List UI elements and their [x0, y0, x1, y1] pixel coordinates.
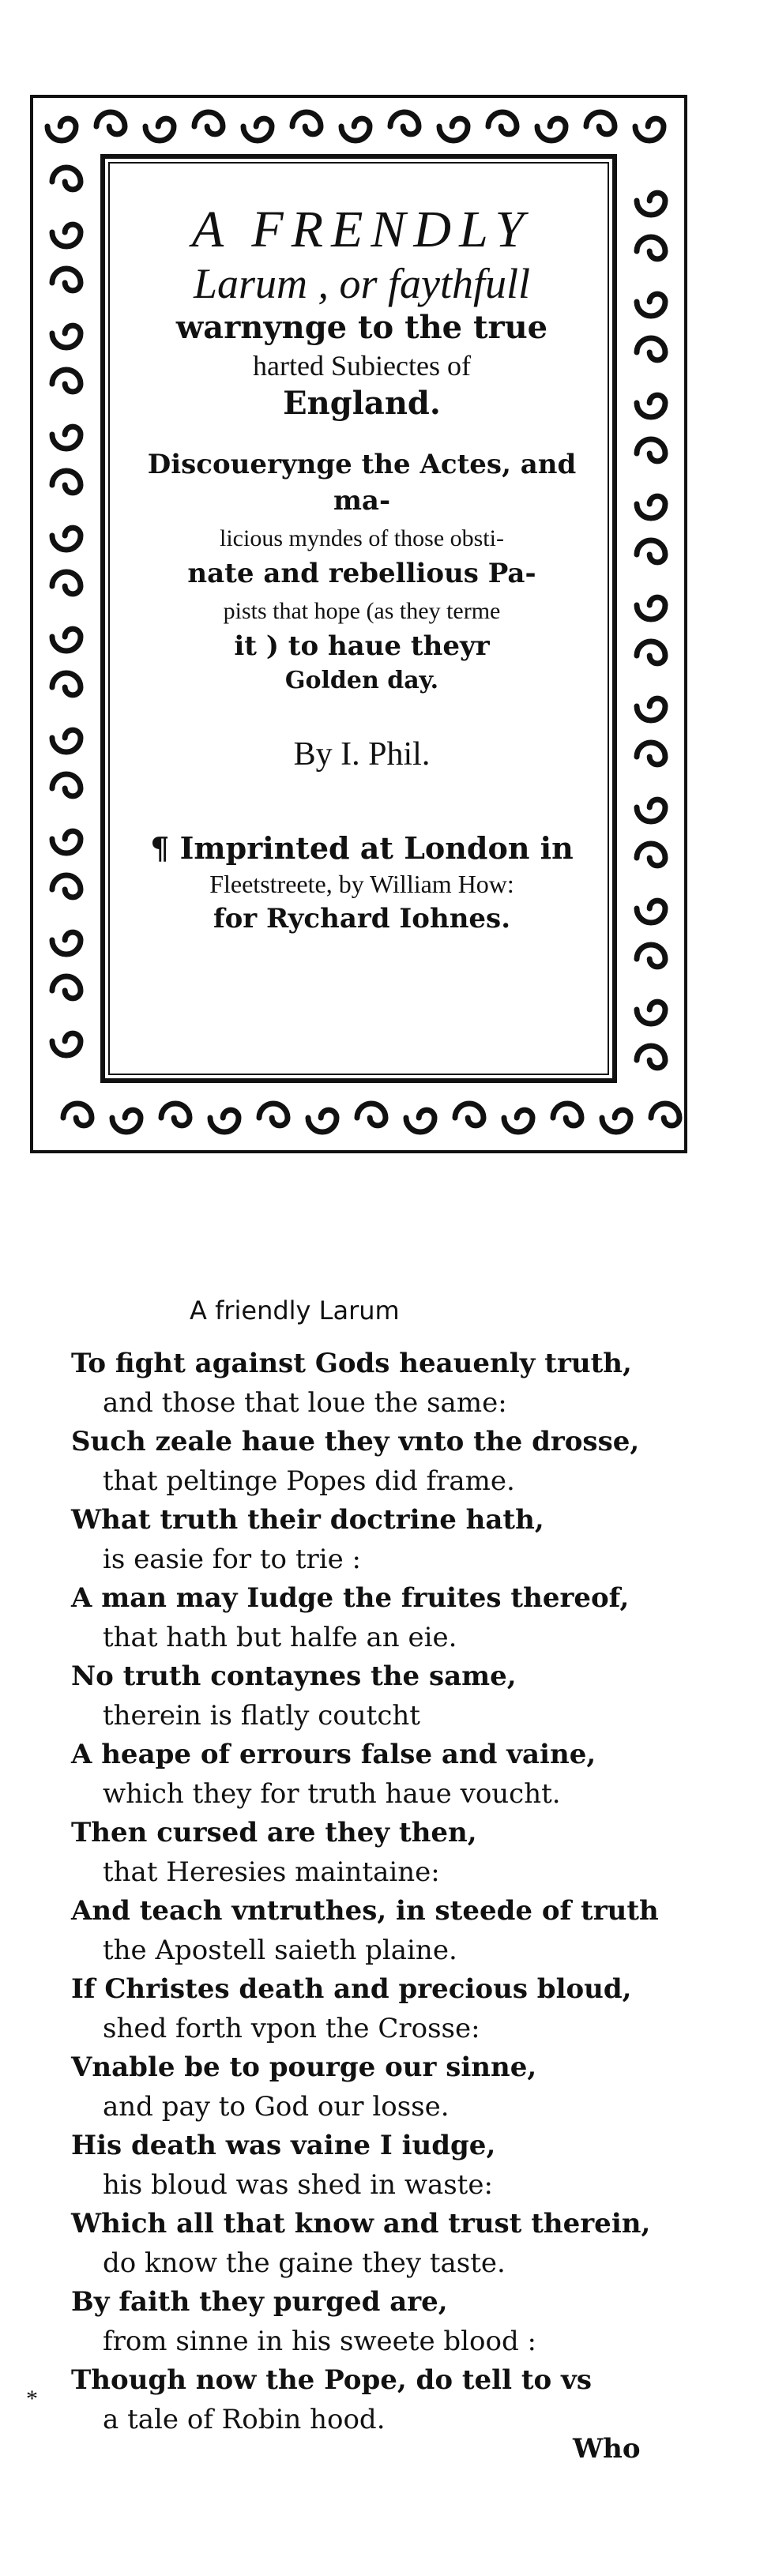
title-line-1: A FRENDLY: [191, 201, 532, 258]
verse-line: that Heresies maintaine:: [103, 1856, 440, 1888]
verse-line: and pay to God our losse.: [103, 2090, 450, 2123]
verse-line: A man may Iudge the fruites thereof,: [71, 1582, 630, 1614]
verse-line: from sinne in his sweete blood :: [103, 2325, 536, 2357]
title-line-2: Larum , or faythfull: [193, 259, 531, 307]
verse-line: that peltinge Popes did frame.: [103, 1465, 515, 1497]
description-line-4: [125, 592, 599, 629]
imprint-line-1: ¶ Imprinted at London in: [150, 829, 574, 866]
title-line-5: England.: [283, 385, 441, 423]
verse-line: shed forth vpon the Crosse:: [103, 2012, 480, 2044]
description-line-6: Golden day.: [284, 666, 439, 694]
description-line-1: Discouerynge the Actes, and ma-: [147, 449, 577, 517]
title-page: [30, 95, 687, 1153]
running-head: A friendly Larum: [190, 1296, 400, 1326]
description-line-2: [125, 520, 599, 556]
verse-line: therein is flatly coutcht: [103, 1699, 420, 1732]
description-line-4-text: pists that hope (as they terme: [223, 598, 501, 625]
verse-line: do know the gaine they taste.: [103, 2247, 506, 2279]
poem: [71, 1344, 672, 2439]
author-line: By I. Phil.: [293, 735, 431, 773]
verse-line: and those that loue the same:: [103, 1386, 507, 1419]
description-line-5: it ) to haue theyr: [234, 630, 490, 662]
verse-line: To fight against Gods heauenly truth,: [71, 1348, 632, 1379]
verse-line: is easie for to trie :: [103, 1543, 362, 1575]
verse-line: What truth their doctrine hath,: [71, 1504, 544, 1536]
catchword: Who: [573, 2433, 641, 2465]
verse-line: that hath but halfe an eie.: [103, 1621, 457, 1653]
verse-line: A heape of errours false and vaine,: [71, 1739, 596, 1770]
verse-line: a tale of Robin hood.: [103, 2403, 386, 2435]
title-line-4: harted Subiectes of: [253, 349, 471, 382]
verse-line: Which all that know and trust therein,: [71, 2208, 651, 2239]
verse-page: [0, 1296, 760, 2559]
verse-line: His death was vaine I iudge,: [71, 2130, 496, 2161]
verse-line: the Apostell saieth plaine.: [103, 1934, 457, 1966]
verse-line: Vnable be to pourge our sinne,: [71, 2051, 537, 2083]
verse-line: his bloud was shed in waste:: [103, 2168, 493, 2201]
verse-line: No truth contaynes the same,: [71, 1660, 517, 1692]
imprint-line-2: Fleetstreete, by William How:: [209, 870, 514, 899]
verse-line: And teach vntruthes, in steede of truth: [71, 1895, 659, 1927]
description-line-2-text: licious myndes of those obsti-: [220, 525, 504, 552]
verse-line: Though now the Pope, do tell to vs: [71, 2364, 592, 2396]
imprint-line-3: for Rychard Iohnes.: [213, 903, 511, 935]
verse-line: If Christes death and precious bloud,: [71, 1973, 632, 2005]
verse-line: Such zeale haue they vnto the drosse,: [71, 1426, 640, 1457]
title-block: [125, 201, 599, 937]
verse-line: Then cursed are they then,: [71, 1817, 477, 1848]
title-line-3: warnynge to the true: [175, 308, 548, 346]
verse-line: which they for truth haue voucht.: [103, 1777, 561, 1810]
description-line-3: nate and rebellious Pa-: [187, 558, 536, 590]
marginal-mark: *: [26, 2386, 38, 2412]
verse-line: By faith they purged are,: [71, 2286, 448, 2318]
